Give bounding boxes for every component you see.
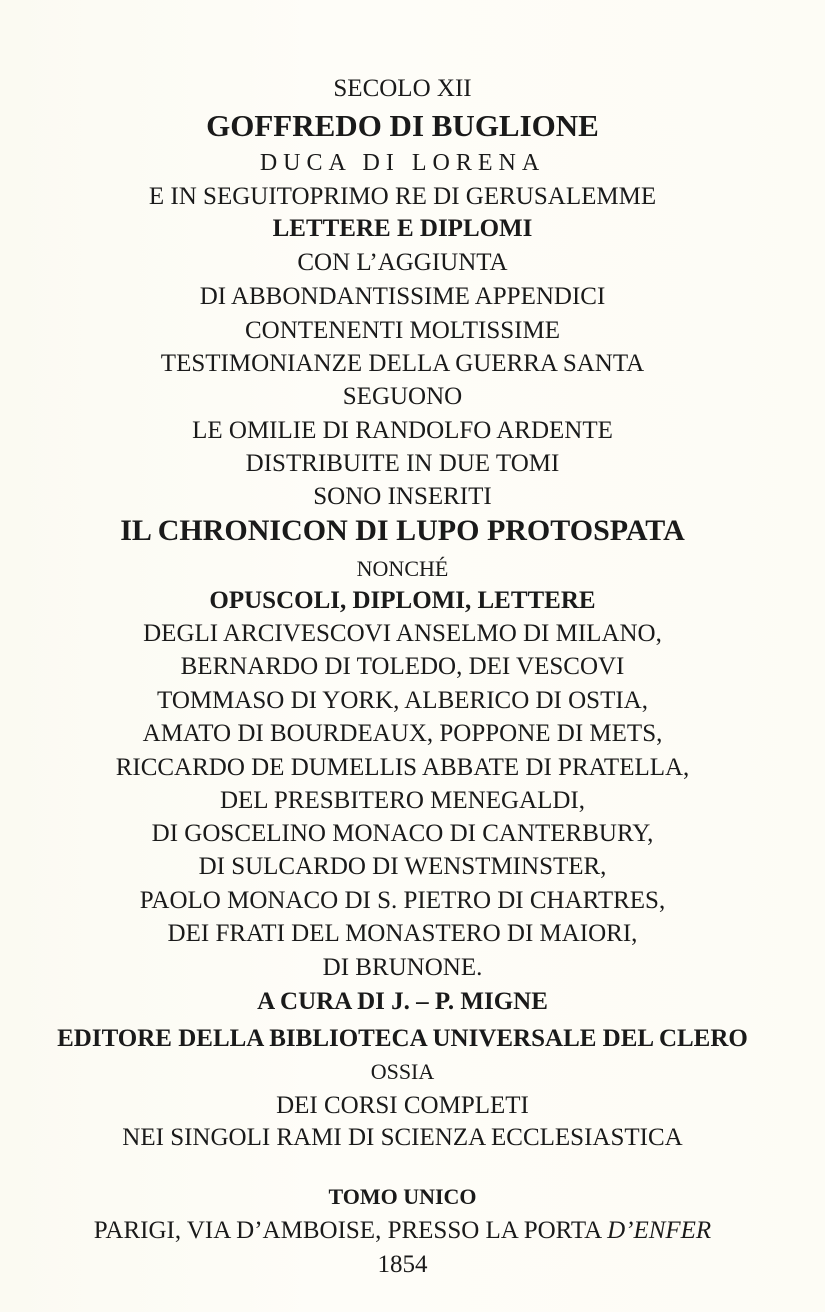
opuscoli-heading: OPUSCOLI, DIPLOMI, LETTERE — [209, 587, 596, 614]
authors-line: BERNARDO DI TOLEDO, DEI VESCOVI — [180, 653, 625, 680]
desc-line: CONTENENTI MOLTISSIME — [244, 317, 561, 344]
author-name: GOFFREDO DI BUGLIONE — [206, 108, 599, 143]
desc-line: SONO INSERITI — [313, 483, 492, 510]
editor-line: A CURA DI J. – P. MIGNE — [257, 988, 548, 1015]
imprint-place: PARIGI, VIA D’AMBOISE, PRESSO LA PORTA — [93, 1217, 608, 1244]
imprint-place-italic: D’ENFER — [607, 1217, 712, 1244]
author-role: E IN SEGUITOPRIMO RE DI GERUSALEMME — [148, 183, 657, 210]
nonche-line: NONCHÉ — [356, 556, 449, 581]
authors-line: DI SULCARDO DI WENSTMINSTER, — [198, 853, 607, 880]
year-line: 1854 — [377, 1251, 428, 1278]
courses-line: DEI CORSI COMPLETI — [276, 1092, 529, 1119]
ossia-line: OSSIA — [370, 1059, 435, 1084]
desc-line: SEGUONO — [342, 383, 463, 410]
author-title: DUCA DI LORENA — [259, 150, 546, 176]
authors-line: PAOLO MONACO DI S. PIETRO DI CHARTRES, — [139, 887, 666, 914]
authors-line: DI GOSCELINO MONACO DI CANTERBURY, — [151, 820, 654, 847]
chronicon-heading: IL CHRONICON DI LUPO PROTOSPATA — [120, 514, 685, 547]
authors-line: RICCARDO DE DUMELLIS ABBATE DI PRATELLA, — [115, 754, 690, 781]
desc-line: LE OMILIE DI RANDOLFO ARDENTE — [192, 417, 613, 444]
works-heading: LETTERE E DIPLOMI — [272, 215, 533, 242]
authors-line: DEGLI ARCIVESCOVI ANSELMO DI MILANO, — [143, 620, 662, 647]
authors-line: TOMMASO DI YORK, ALBERICO DI OSTIA, — [157, 687, 648, 714]
authors-line: DEL PRESBITERO MENEGALDI, — [219, 787, 586, 814]
desc-line: DISTRIBUITE IN DUE TOMI — [245, 450, 560, 477]
desc-line: TESTIMONIANZE DELLA GUERRA SANTA — [160, 350, 645, 377]
editor-role: EDITORE DELLA BIBLIOTECA UNIVERSALE DEL CLERO — [57, 1025, 748, 1052]
authors-line: DEI FRATI DEL MONASTERO DI MAIORI, — [167, 920, 638, 947]
desc-line: CON L’AGGIUNTA — [297, 249, 508, 276]
volume-line: TOMO UNICO — [328, 1184, 477, 1209]
desc-line: DI ABBONDANTISSIME APPENDICI — [199, 283, 606, 310]
authors-line: DI BRUNONE. — [322, 954, 483, 981]
authors-line: AMATO DI BOURDEAUX, POPPONE DI METS, — [142, 720, 663, 747]
courses-line: NEI SINGOLI RAMI DI SCIENZA ECCLESIASTICA — [122, 1124, 683, 1151]
century-line: SECOLO XII — [333, 75, 472, 102]
imprint-line — [0, 1218, 805, 1243]
